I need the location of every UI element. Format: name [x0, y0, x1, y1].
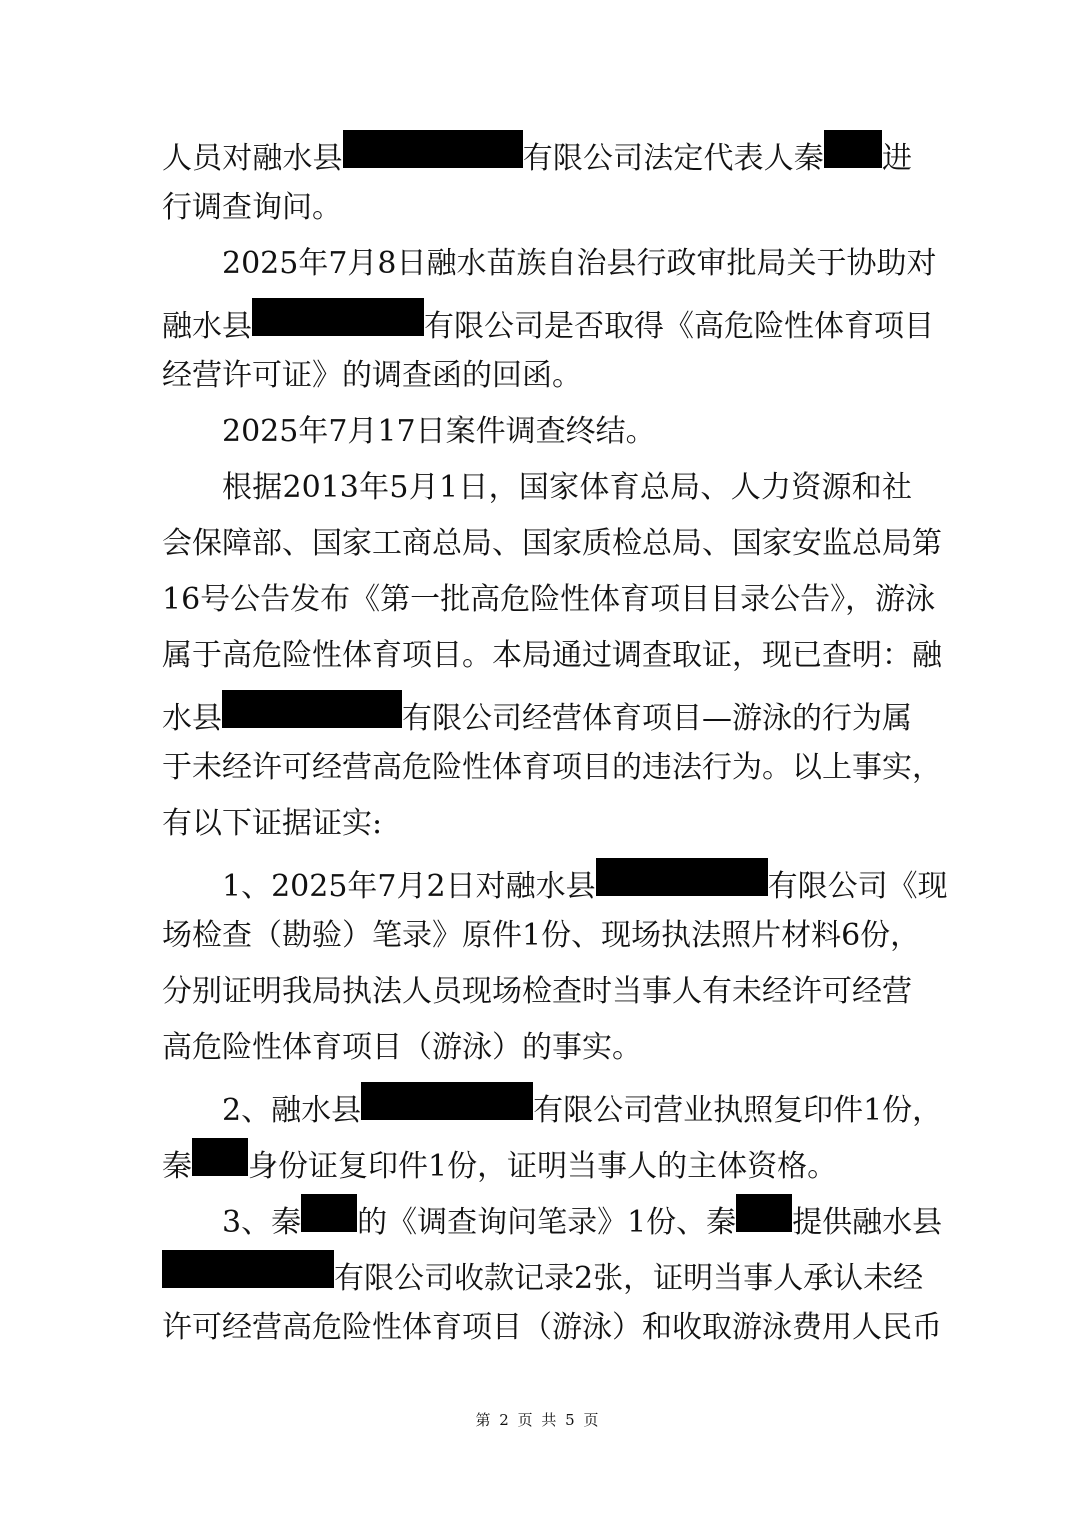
text-line: 经营许可证》的调查函的回函。: [162, 358, 582, 393]
text-line: 水县 有限公司经营体育项目—游泳的行为属: [162, 690, 912, 734]
text-line: 场检查（勘验）笔录》原件1份、现场执法照片材料6份，: [162, 918, 921, 953]
text-line: 会保障部、国家工商总局、国家质检总局、国家安监总局第: [162, 526, 942, 561]
text-line: 人员对融水县 有限公司法定代表人秦 进: [162, 130, 912, 174]
text-line: 有限公司收款记录2张，证明当事人承认未经: [162, 1250, 912, 1294]
text-line: 根据2013年5月1日，国家体育总局、人力资源和社: [222, 470, 912, 505]
redaction-bar: [301, 1194, 357, 1232]
redaction-bar: [736, 1194, 792, 1232]
text-line: 属于高危险性体育项目。本局通过调查取证，现已查明：融: [162, 638, 942, 673]
text-line: 融水县 有限公司是否取得《高危险性体育项目: [162, 298, 912, 342]
text-line: 16号公告发布《第一批高危险性体育项目目录公告》，游泳: [162, 582, 936, 617]
text-line: 2025年7月8日融水苗族自治县行政审批局关于协助对: [222, 246, 937, 281]
text-line: 高危险性体育项目（游泳）的事实。: [162, 1030, 642, 1065]
page-number-footer: 第 2 页 共 5 页: [475, 1411, 599, 1429]
redaction-bar: [361, 1082, 533, 1120]
redaction-bar: [192, 1138, 248, 1176]
text-line: 分别证明我局执法人员现场检查时当事人有未经许可经营: [162, 974, 912, 1009]
redaction-bar: [824, 130, 882, 168]
redaction-bar: [596, 858, 768, 896]
text-line: 2、融水县 有限公司营业执照复印件1份，: [222, 1082, 912, 1126]
text-line: 于未经许可经营高危险性体育项目的违法行为。以上事实，: [162, 750, 942, 785]
redaction-bar: [162, 1250, 334, 1288]
redaction-bar: [222, 690, 402, 728]
text-line: 秦 身份证复印件1份，证明当事人的主体资格。: [162, 1138, 912, 1182]
redaction-bar: [343, 130, 523, 168]
text-line: 2025年7月17日案件调查终结。: [222, 414, 656, 449]
redaction-bar: [252, 298, 424, 336]
text-line: 3、秦 的《调查询问笔录》1份、秦 提供融水县: [222, 1194, 912, 1238]
text-line: 许可经营高危险性体育项目（游泳）和收取游泳费用人民币: [162, 1310, 942, 1345]
text-line: 行调查询问。: [162, 190, 342, 225]
text-line: 有以下证据证实:: [162, 806, 383, 841]
text-line: 1、2025年7月2日对融水县 有限公司《现: [222, 858, 912, 902]
